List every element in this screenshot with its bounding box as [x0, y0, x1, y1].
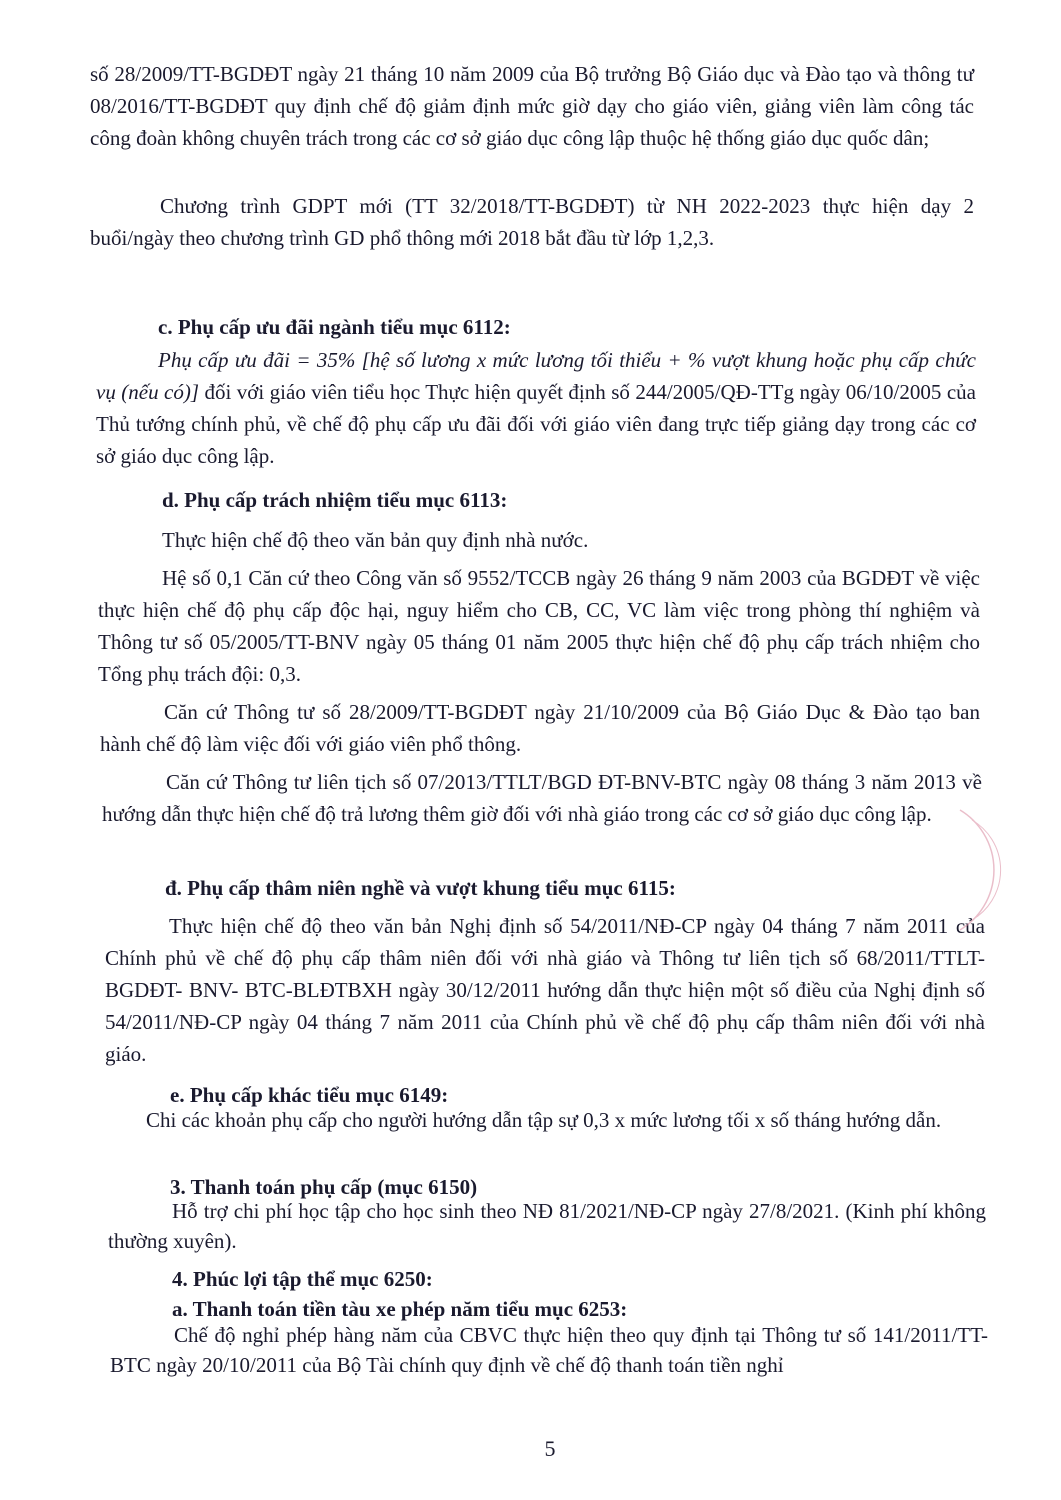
paragraph-gdpt-program: Chương trình GDPT mới (TT 32/2018/TT-BGDĐT) từ NH 2022-2023 thực hiện dạy 2 buổi/ngày theo chương trình GD phổ thông mới 2018 bắt đầu từ lớp 1,2,3. — [90, 194, 974, 250]
paragraph-e: Chi các khoản phụ cấp cho người hướng dẫn tập sự 0,3 x mức lương tối x số tháng hướng dẫn. — [146, 1108, 942, 1132]
paragraph-4a: Chế độ nghỉ phép hàng năm của CBVC thực hiện theo quy định tại Thông tư số 141/2011/TT-BTC ngày 20/10/2011 của Bộ Tài chính quy định về chế độ thanh toán tiền nghỉ — [110, 1323, 988, 1377]
formula-text: Phụ cấp ưu đãi = 35% [hệ số lương x mức lương tối thiểu + % vượt khung hoặc phụ cấp chức vụ (nếu có)] — [96, 348, 976, 404]
paragraph-dd: Thực hiện chế độ theo văn bản Nghị định số 54/2011/NĐ-CP ngày 04 tháng 7 năm 2011 của Chính phủ về chế độ phụ cấp thâm niên đối với nhà giáo và Thông tư liên tịch số 68/2011/TTLT-BGDĐT- BNV- BTC-BLĐTBXH ngày 30/12/2011 hướng dẫn thực hiện một số điều của Nghị định số 54/2011/NĐ-CP ngày 04 tháng 7 năm 2011 của Chính phủ về chế độ phụ cấp thâm niên đối với nhà giáo. — [105, 914, 985, 1066]
heading-section-3: 3. Thanh toán phụ cấp (mục 6150) — [170, 1175, 478, 1199]
heading-section-d: d. Phụ cấp trách nhiệm tiểu mục 6113: — [162, 488, 508, 512]
paragraph-d2: Hệ số 0,1 Căn cứ theo Công văn số 9552/TCCB ngày 26 tháng 9 năm 2003 của BGDĐT về việc thực hiện chế độ phụ cấp độc hại, nguy hiểm cho CB, CC, VC làm việc trong phòng thí nghiệm và Thông tư số 05/2005/TT-BNV ngày 05 tháng 01 năm 2005 thực hiện chế độ phụ cấp trách nhiệm cho Tổng phụ trách đội: 0,3. — [98, 566, 980, 686]
stamp-mark — [950, 800, 1030, 940]
paragraph-section-c — [96, 344, 976, 472]
heading-section-c: c. Phụ cấp ưu đãi ngành tiểu mục 6112: — [158, 315, 511, 339]
heading-section-4: 4. Phúc lợi tập thể mục 6250: — [172, 1267, 433, 1291]
paragraph-d1: Thực hiện chế độ theo văn bản quy định nhà nước. — [162, 528, 589, 552]
paragraph-3: Hỗ trợ chi phí học tập cho học sinh theo NĐ 81/2021/NĐ-CP ngày 27/8/2021. (Kinh phí không thường xuyên). — [108, 1199, 986, 1253]
page-number: 5 — [544, 1436, 556, 1461]
paragraph-d4: Căn cứ Thông tư liên tịch số 07/2013/TTLT/BGD ĐT-BNV-BTC ngày 08 tháng 3 năm 2013 về hướng dẫn thực hiện chế độ trả lương thêm giờ đối với nhà giáo trong các cơ sở giáo dục công lập. — [102, 770, 982, 826]
heading-section-e: e. Phụ cấp khác tiểu mục 6149: — [170, 1083, 449, 1107]
heading-section-dd: đ. Phụ cấp thâm niên nghề và vượt khung tiểu mục 6115: — [165, 876, 676, 900]
paragraph-d3: Căn cứ Thông tư số 28/2009/TT-BGDĐT ngày 21/10/2009 của Bộ Giáo Dục & Đào tạo ban hành chế độ làm việc đối với giáo viên phổ thông. — [100, 700, 980, 756]
section-c-text: đối với giáo viên tiểu học Thực hiện quyết định số 244/2005/QĐ-TTg ngày 06/10/2005 của Thủ tướng chính phủ, về chế độ phụ cấp ưu đãi đối với giáo viên đang trực tiếp giảng dạy trong các cơ sở giáo dục công lập. — [96, 380, 976, 468]
heading-section-4a: a. Thanh toán tiền tàu xe phép năm tiểu mục 6253: — [172, 1297, 628, 1321]
paragraph-continuation: số 28/2009/TT-BGDĐT ngày 21 tháng 10 năm 2009 của Bộ trưởng Bộ Giáo dục và Đào tạo và thông tư 08/2016/TT-BGDĐT quy định chế độ giảm định mức giờ dạy cho giáo viên, giảng viên làm công tác công đoàn không chuyên trách trong các cơ sở giáo dục công lập thuộc hệ thống giáo dục quốc dân; — [90, 62, 974, 150]
